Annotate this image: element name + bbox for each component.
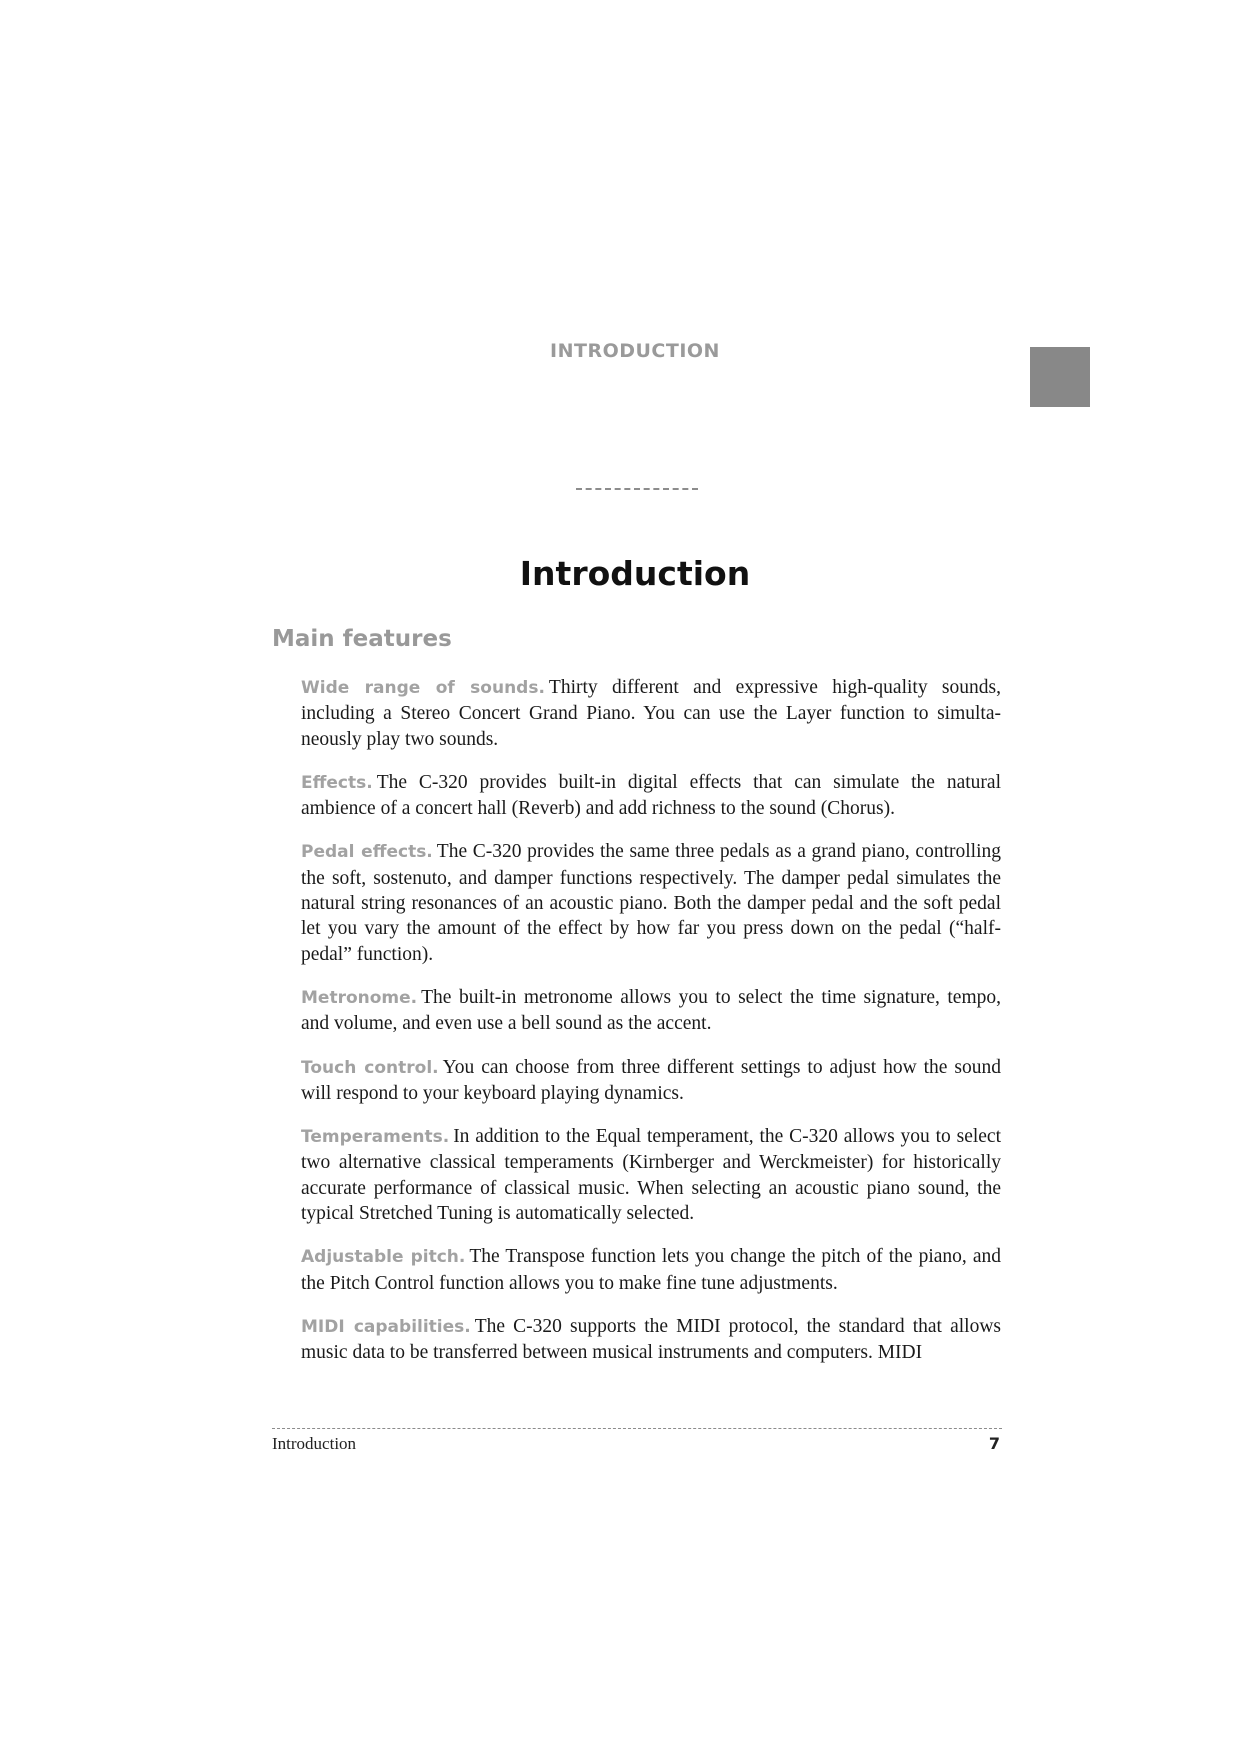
chapter-title: Introduction	[519, 554, 751, 593]
feature-text: You can choose from three different settings to adjust how the sound will respond to your keyboard playing dynamics.	[301, 1056, 1001, 1104]
feature-text: The built-in metronome allows you to select the time signature, tempo, and volume, and even use a bell sound as the accent.	[301, 986, 1001, 1035]
chapter-thumb-tab	[1030, 347, 1090, 407]
feature-text: The Transpose function lets you change the pitch of the piano, and the Pitch Control function allows you to make fine tune adjustments.	[301, 1246, 1001, 1294]
footer-section-label: Introduction	[272, 1434, 357, 1453]
feature-lead: Pedal effects.	[301, 842, 433, 863]
feature-item	[301, 770, 1001, 822]
feature-item	[301, 839, 1001, 966]
top-divider	[576, 488, 698, 490]
feature-item	[301, 1055, 1001, 1107]
feature-lead: Effects.	[301, 772, 373, 793]
feature-lead: Adjustable pitch.	[301, 1247, 466, 1268]
page-number: 7	[988, 1434, 1000, 1453]
feature-lead: MIDI capabilities.	[301, 1316, 471, 1337]
feature-lead: Touch control.	[301, 1057, 439, 1078]
feature-text: The C-320 supports the MIDI protocol, the standard that allows music data to be transferred between musical instruments and computers. MIDI	[301, 1315, 1001, 1364]
footer-divider	[272, 1428, 1002, 1429]
feature-item	[301, 1124, 1001, 1226]
feature-lead: Metronome.	[301, 987, 418, 1008]
feature-item	[301, 1314, 1001, 1366]
feature-lead: Temperaments.	[301, 1127, 450, 1148]
feature-text: The C-320 provides the same three pedals as a grand piano, controlling the soft, sostenuto, and damper functions respectively. The damper pedal simulates the natural string resonances of an acoustic piano. Both the damper pedal and the soft pedal let you vary the amount of the effect by how far you press down on the pedal (“half-pedal” function).	[301, 841, 1001, 965]
feature-lead: Wide range of sounds.	[301, 678, 545, 698]
feature-text: Thirty different and expressive high-quality sounds, including a Stereo Concert Grand Piano. You can use the Layer function to simultaneously play two sounds.	[301, 677, 1001, 750]
feature-item	[301, 985, 1001, 1037]
running-head: INTRODUCTION	[550, 340, 720, 362]
section-heading: Main features	[272, 626, 452, 652]
feature-text: In addition to the Equal temperament, the C-320 allows you to select two alternative classical temperaments (Kirnberger and Werckmeister) for historically accurate performance of classical music. When selecting an acoustic piano sound, the typical Stretched Tuning is automatically selected.	[301, 1126, 1001, 1225]
feature-item	[301, 675, 1001, 752]
feature-item	[301, 1244, 1001, 1296]
feature-text: The C-320 provides built-in digital effects that can simulate the natural ambience of a concert hall (Reverb) and add richness to the sound (Chorus).	[301, 771, 1001, 820]
feature-list	[301, 675, 1001, 1384]
